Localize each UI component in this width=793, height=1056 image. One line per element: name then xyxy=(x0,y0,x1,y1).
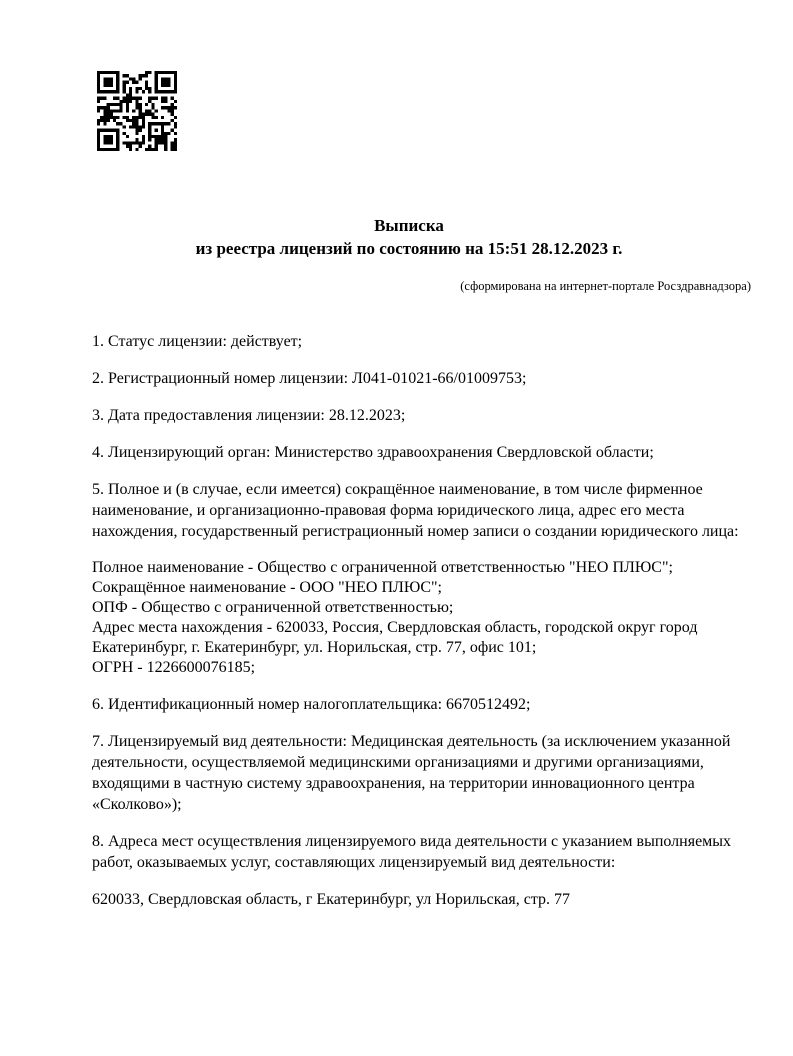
field-org-info-heading: 5. Полное и (в случае, если имеется) сокращённое наименование, в том числе фирменное наименование, и организационно-правовая форма юридического лица, адрес его места нахождения, государственный регистрационный номер записи о создании юридического лица: xyxy=(92,481,739,540)
qr-code-icon xyxy=(97,70,177,152)
field-places-heading: 8. Адреса мест осуществления лицензируемого вида деятельности с указанием выполняемых работ, оказываемых услуг, составляющих лицензируемый вид деятельности: xyxy=(92,833,732,871)
title-line-1: Выписка xyxy=(374,216,444,235)
document-title xyxy=(92,214,726,260)
org-address: Адрес места нахождения - 620033, Россия, Свердловская область, городской округ город Екатеринбург, г. Екатеринбург, ул. Норильская, стр. 77, офис 101; xyxy=(92,619,698,656)
field-inn: 6. Идентификационный номер налогоплательщика: 6670512492; xyxy=(92,696,531,713)
title-line-2: из реестра лицензий по состоянию на 15:51 28.12.2023 г. xyxy=(195,239,623,258)
org-ogrn: ОГРН - 1226600076185; xyxy=(92,659,256,676)
field-licensing-authority: 4. Лицензирующий орган: Министерство здравоохранения Свердловской области; xyxy=(92,444,654,461)
org-details-block xyxy=(92,558,744,678)
field-license-status: 1. Статус лицензии: действует; xyxy=(92,333,303,350)
org-legal-form: ОПФ - Общество с ограниченной ответственностью; xyxy=(92,599,454,616)
formed-note: (сформирована на интернет-портале Росздравнадзора) xyxy=(460,279,751,293)
field-grant-date: 3. Дата предоставления лицензии: 28.12.2023; xyxy=(92,407,406,424)
field-registration-number: 2. Регистрационный номер лицензии: Л041-01021-66/01009753; xyxy=(92,370,527,387)
org-short-name: Сокращённое наименование - ООО "НЕО ПЛЮС"; xyxy=(92,579,442,596)
org-full-name: Полное наименование - Общество с ограниченной ответственностью "НЕО ПЛЮС"; xyxy=(92,559,673,576)
field-licensed-activity: 7. Лицензируемый вид деятельности: Медицинская деятельность (за исключением указанной деятельности, осуществляемой медицинскими организациями и другими организациями, входящими в частную систему здравоохранения, на территории инновационного центра «Сколково»); xyxy=(92,733,731,813)
document-body xyxy=(92,331,744,926)
field-place-address: 620033, Свердловская область, г Екатеринбург, ул Норильская, стр. 77 xyxy=(92,891,571,908)
